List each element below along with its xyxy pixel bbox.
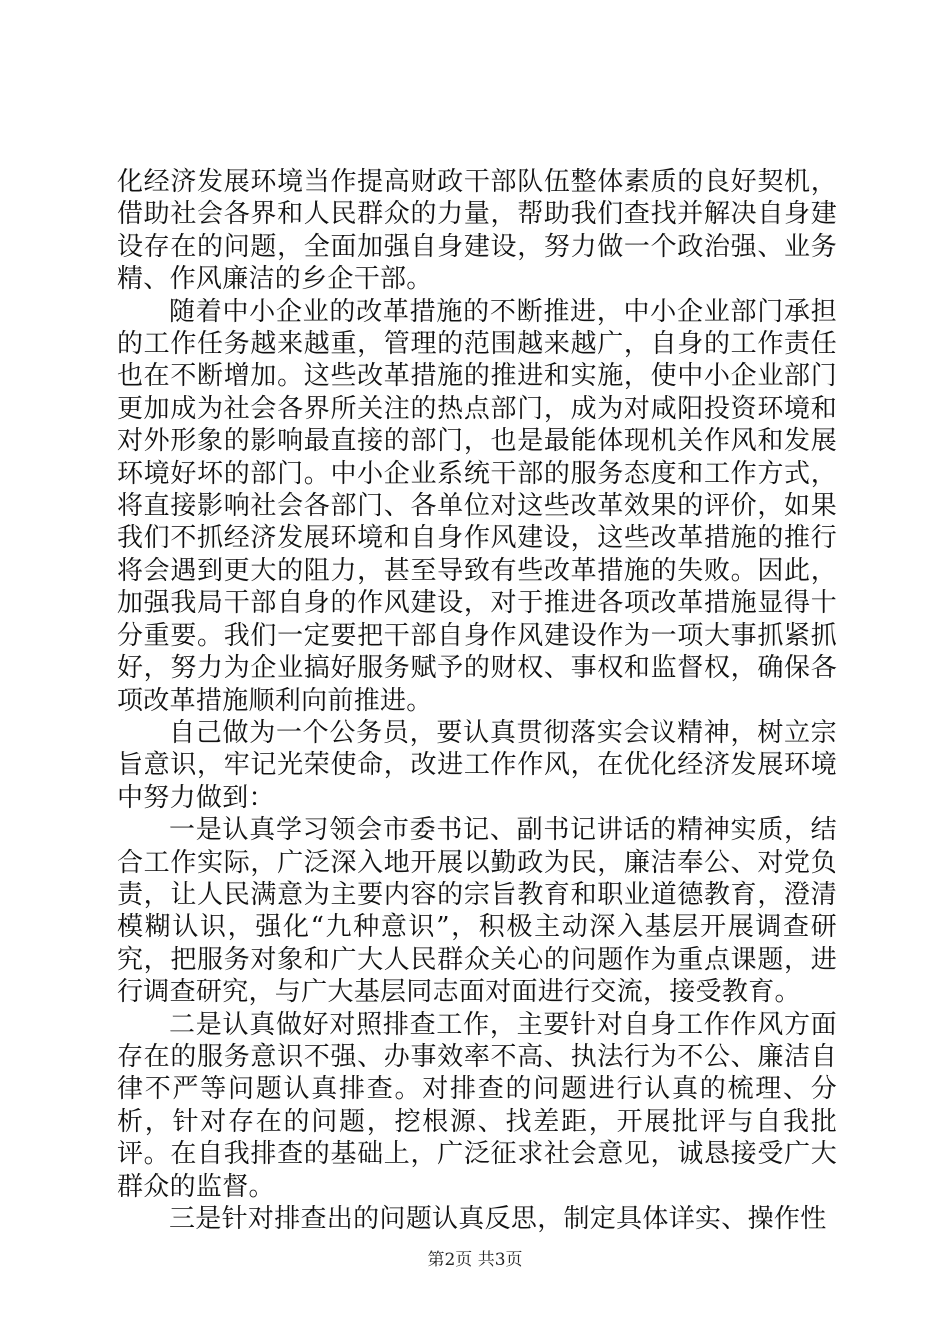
paragraph-1: 化经济发展环境当作提高财政干部队伍整体素质的良好契机，借助社会各界和人民群众的力量，帮助我们查找并解决自身建设存在的问题，全面加强自身建设，努力做一个政治强、业务精、作风廉洁的乡企干部。 <box>117 167 837 295</box>
paragraph-3: 自己做为一个公务员，要认真贯彻落实会议精神，树立宗旨意识，牢记光荣使命，改进工作作风，在优化经济发展环境中努力做到： <box>117 717 837 813</box>
paragraph-2: 随着中小企业的改革措施的不断推进，中小企业部门承担的工作任务越来越重，管理的范围越来越广，自身的工作责任也在不断增加。这些改革措施的推进和实施，使中小企业部门更加成为社会各界所关注的热点部门，成为对咸阳投资环境和对外形象的影响最直接的部门，也是最能体现机关作风和发展环境好坏的部门。中小企业系统干部的服务态度和工作方式，将直接影响社会各部门、各单位对这些改革效果的评价，如果我们不抓经济发展环境和自身作风建设，这些改革措施的推行将会遇到更大的阻力，甚至导致有些改革措施的失败。因此，加强我局干部自身的作风建设，对于推进各项改革措施显得十分重要。我们一定要把干部自身作风建设作为一项大事抓紧抓好，努力为企业搞好服务赋予的财权、事权和监督权，确保各项改革措施顺利向前推进。 <box>117 296 837 716</box>
document-body <box>117 166 837 1235</box>
paragraph-5: 二是认真做好对照排查工作，主要针对自身工作作风方面存在的服务意识不强、办事效率不高、执法行为不公、廉洁自律不严等问题认真排查。对排查的问题进行认真的梳理、分析，针对存在的问题，挖根源、找差距，开展批评与自我批评。在自我排查的基础上，广泛征求社会意见，诚恳接受广大群众的监督。 <box>117 1009 837 1202</box>
page-number-footer: 第2页 共3页 <box>427 1250 523 1270</box>
paragraph-6: 三是针对排查出的问题认真反思，制定具体详实、操作性 <box>169 1204 827 1234</box>
paragraph-4: 一是认真学习领会市委书记、副书记讲话的精神实质，结合工作实际，广泛深入地开展以勤政为民，廉洁奉公、对党负责，让人民满意为主要内容的宗旨教育和职业道德教育，澄清模糊认识，强化“九种意识”，积极主动深入基层开展调查研究，把服务对象和广大人民群众关心的问题作为重点课题，进行调查研究，与广大基层同志面对面进行交流，接受教育。 <box>117 815 837 1008</box>
